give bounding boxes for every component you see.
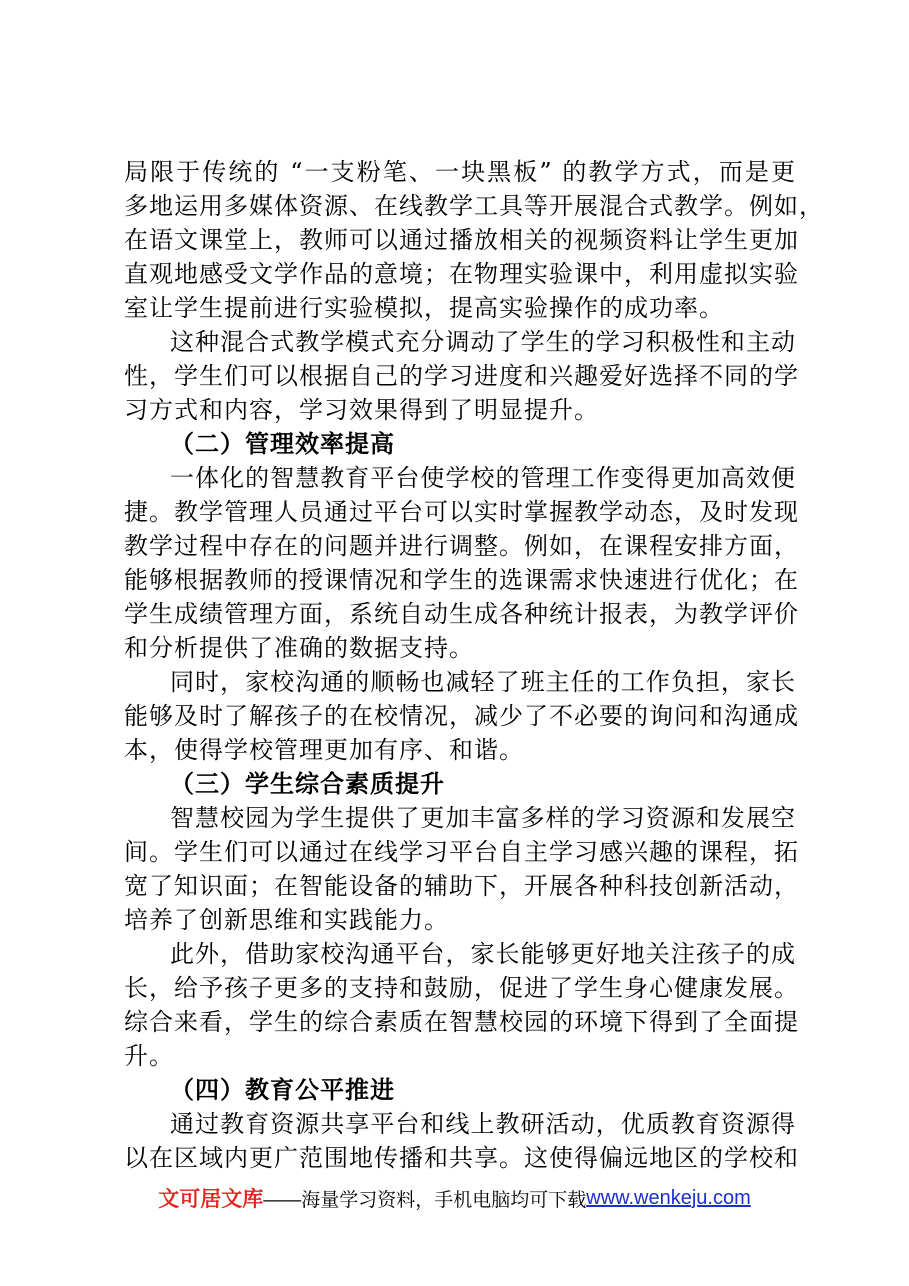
paragraph-line: 培养了创新思维和实践能力。 (124, 906, 449, 934)
paragraph-line: 通过教育资源共享平台和线上教研活动，优质教育资源得 (170, 1110, 796, 1138)
paragraph-line: 能够根据教师的授课情况和学生的选课需求快速进行优化；在 (124, 566, 799, 594)
section-heading: （三）学生综合素质提升 (170, 769, 445, 798)
paragraph-line: 局限于传统的 “一支粉笔、一块黑板” 的教学方式，而是更 (124, 158, 796, 186)
paragraph-line: 宽了知识面；在智能设备的辅助下，开展各种科技创新活动， (124, 872, 799, 900)
paragraph-line: 教学过程中存在的问题并进行调整。例如，在课程安排方面， (124, 532, 799, 560)
paragraph-line: 这种混合式教学模式充分调动了学生的学习积极性和主动 (170, 328, 796, 356)
paragraph-line: 长，给予孩子更多的支持和鼓励，促进了学生身心健康发展。 (124, 974, 799, 1002)
paragraph-line: 在语文课堂上，教师可以通过播放相关的视频资料让学生更加 (124, 226, 799, 254)
paragraph-line: 学生成绩管理方面，系统自动生成各种统计报表，为教学评价 (124, 600, 799, 628)
paragraph-line: 此外，借助家校沟通平台，家长能够更好地关注孩子的成 (170, 940, 796, 968)
paragraph-line: 直观地感受文学作品的意境；在物理实验课中，利用虚拟实验 (124, 260, 799, 288)
paragraph-line: 间。学生们可以通过在线学习平台自主学习感兴趣的课程，拓 (124, 838, 799, 866)
paragraph-line: 本，使得学校管理更加有序、和谐。 (124, 736, 524, 764)
paragraph-line: 以在区域内更广范围地传播和共享。这使得偏远地区的学校和 (124, 1144, 799, 1172)
paragraph-line: 多地运用多媒体资源、在线教学工具等开展混合式教学。例如， (124, 192, 824, 220)
footer-brand: 文可居文库 (158, 1188, 264, 1211)
footer-link[interactable]: www.wenkeju.com (586, 1186, 751, 1209)
paragraph-line: 室让学生提前进行实验模拟，提高实验操作的成功率。 (124, 294, 724, 322)
footer-slogan: ——海量学习资料，手机电脑均可下载 (263, 1189, 587, 1211)
paragraph-line: 能够及时了解孩子的在校情况，减少了不必要的询问和沟通成 (124, 702, 799, 730)
paragraph-line: 综合来看，学生的综合素质在智慧校园的环境下得到了全面提 (124, 1008, 799, 1036)
paragraph-line: 同时，家校沟通的顺畅也减轻了班主任的工作负担，家长 (170, 668, 796, 696)
paragraph-line: 性，学生们可以根据自己的学习进度和兴趣爱好选择不同的学 (124, 362, 799, 390)
footer-banner (0, 1181, 909, 1215)
section-heading: （四）教育公平推进 (170, 1075, 395, 1104)
paragraph-line: 捷。教学管理人员通过平台可以实时掌握教学动态，及时发现 (124, 498, 799, 526)
paragraph-line: 智慧校园为学生提供了更加丰富多样的学习资源和发展空 (170, 804, 796, 832)
paragraph-line: 和分析提供了准确的数据支持。 (124, 634, 474, 662)
section-heading: （二）管理效率提高 (170, 429, 395, 458)
paragraph-line: 一体化的智慧教育平台使学校的管理工作变得更加高效便 (170, 464, 796, 492)
paragraph-line: 习方式和内容，学习效果得到了明显提升。 (124, 396, 599, 424)
paragraph-line: 升。 (124, 1042, 174, 1070)
